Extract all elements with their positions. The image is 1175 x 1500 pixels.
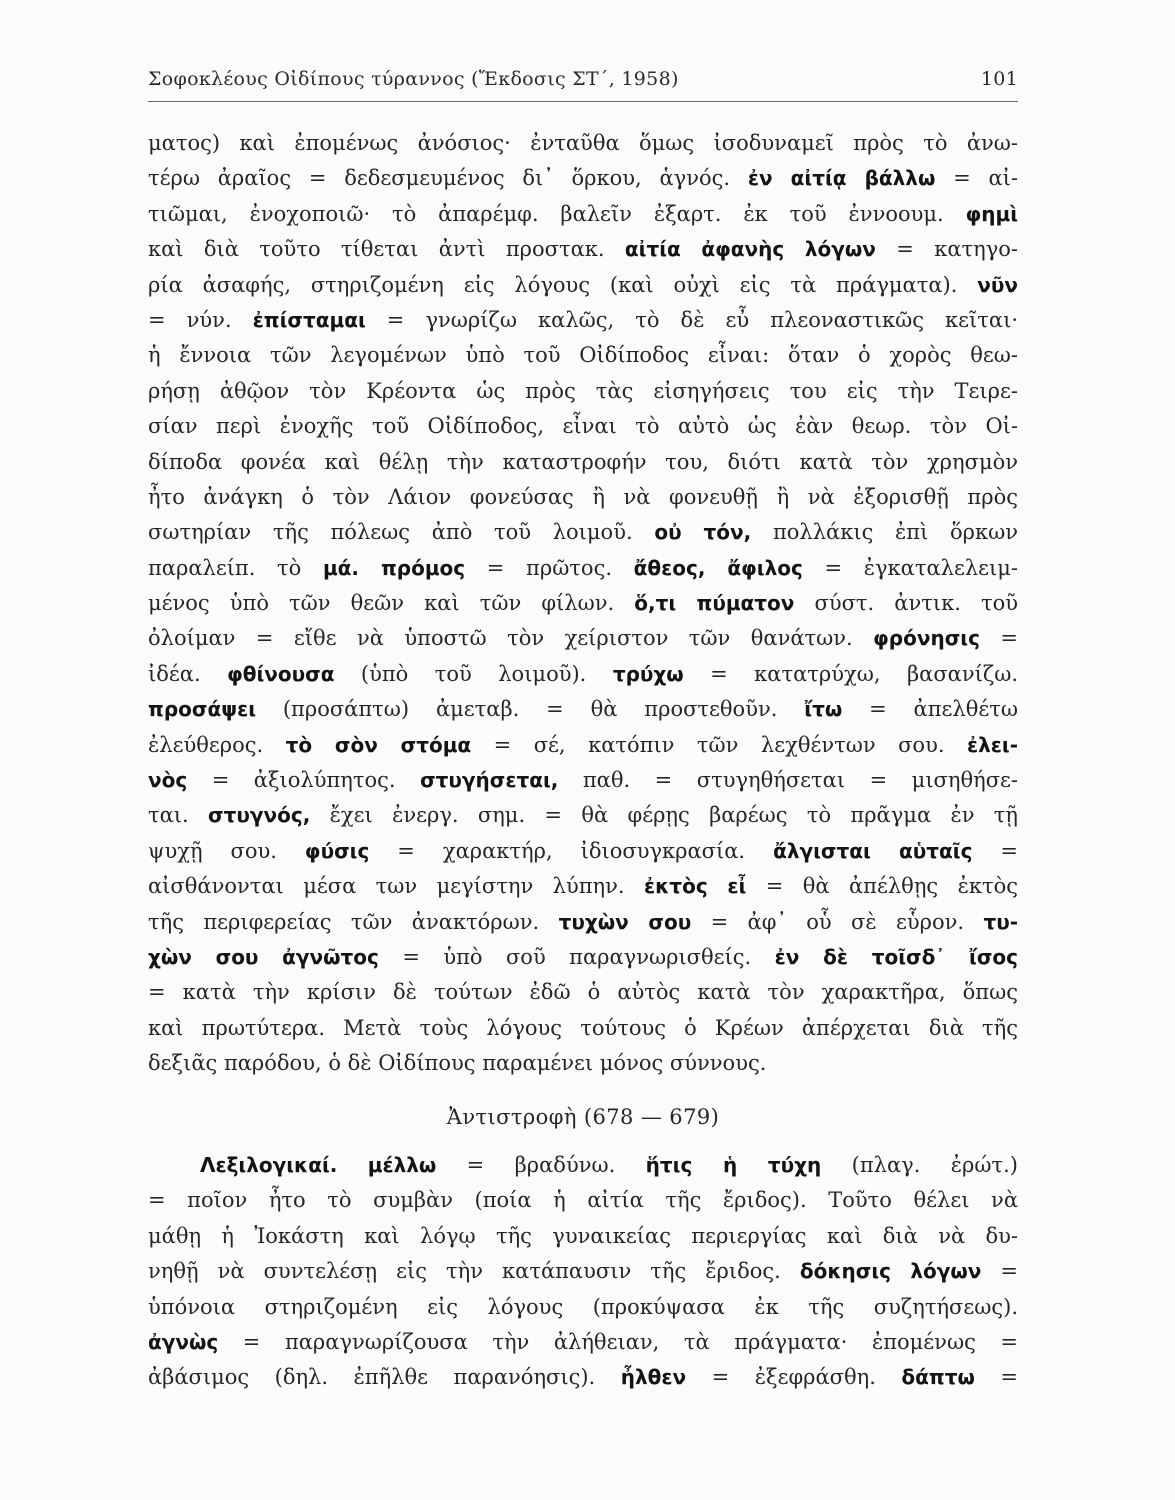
gloss-text: μάθῃ ἡ Ἰοκάστη καὶ λόγῳ τῆς γυναικείας περιεργίας καὶ διὰ νὰ δυ- <box>148 1223 1018 1248</box>
gloss-text: = ἀπελθέτω <box>842 697 1018 722</box>
gloss-text: = ἀφ᾿ οὗ σὲ εὗρον. <box>691 909 984 934</box>
running-title: Σοφοκλέους Οἰδίπους τύραννος (Ἔκδοσις ΣΤ΄, 1958) <box>148 68 679 90</box>
lemma: προσάψει <box>148 697 256 722</box>
text-line <box>148 268 1018 303</box>
text-line <box>148 480 1018 515</box>
lemma: αἰτία ἀφανὴς λόγων <box>624 237 876 262</box>
gloss-text: = κατὰ τὴν κρίσιν δὲ τούτων ἐδῶ ὁ αὐτὸς κατὰ τὸν χαρακτῆρα, ὅπως <box>148 980 1018 1005</box>
gloss-text: ἡ ἔννοια τῶν λεγομένων ὑπὸ τοῦ Οἰδίποδος εἶναι: ὅταν ὁ χορὸς θεω- <box>148 343 1018 368</box>
gloss-text: ἐλεύθερος. <box>148 732 286 757</box>
lemma: φρόνησις <box>873 626 980 651</box>
gloss-text: = σέ, κατόπιν τῶν λεχθέντων σου. <box>471 732 967 757</box>
text-line <box>148 692 1018 727</box>
gloss-text: δεξιᾶς παρόδου, ὁ δὲ Οἰδίπους παραμένει μόνος σύννους. <box>148 1051 767 1076</box>
text-line <box>148 975 1018 1010</box>
text-line <box>148 374 1018 409</box>
lexicon-paragraph <box>148 1148 1018 1396</box>
gloss-text: ὀλοίμαν = εἴθε νὰ ὑποστῶ τὸν χείριστον τῶν θανάτων. <box>148 626 874 651</box>
text-line <box>148 338 1018 373</box>
lemma: μά. πρόμος <box>322 555 466 580</box>
gloss-text: σωτηρίαν τῆς πόλεως ἀπὸ τοῦ λοιμοῦ. <box>148 520 655 545</box>
lemma: ἄλγισται αὑταῖς <box>773 838 973 863</box>
gloss-text: = πρῶτος. <box>465 555 634 580</box>
lemma: ἐλει- <box>967 732 1018 757</box>
text-line <box>148 232 1018 267</box>
text-line <box>148 1011 1018 1046</box>
gloss-text: = <box>979 626 1018 651</box>
lemma: οὐ τόν, <box>654 520 752 545</box>
text-line <box>148 1183 1018 1218</box>
lemma: φύσις <box>304 838 370 863</box>
text-line <box>148 1046 1018 1081</box>
text-line <box>148 409 1018 444</box>
text-line <box>148 1254 1018 1289</box>
header-rule <box>148 101 1018 102</box>
gloss-text: νηθῇ νὰ συντελέσῃ εἰς τὴν κατάπαυσιν τῆς ἔριδος. <box>148 1259 800 1284</box>
text-line <box>148 1148 1018 1183</box>
text-line <box>148 445 1018 480</box>
gloss-text: = παραγνωρίζουσα τὴν ἀλήθειαν, τὰ πράγματα· ἐπομένως = <box>218 1329 1018 1354</box>
gloss-text: καὶ διὰ τοῦτο τίθεται ἀντὶ προστακ. <box>148 237 625 262</box>
gloss-text: δίποδα φονέα καὶ θέλῃ τὴν καταστροφήν του, διότι κατὰ τὸν χρησμὸν <box>148 449 1018 474</box>
gloss-text: = θὰ ἀπέλθῃς ἐκτὸς <box>746 874 1018 899</box>
lemma: φθίνουσα <box>227 661 335 686</box>
gloss-text: = ἀξιολύπητος. <box>187 768 421 793</box>
gloss-text: = ἐγκαταλελειμ- <box>802 555 1018 580</box>
lemma: νῦν <box>977 272 1018 297</box>
lemma: ἐν δὲ τοῖσδ᾿ ἴσος <box>774 944 1018 969</box>
gloss-text: τιῶμαι, ἐνοχοποιῶ· τὸ ἀπαρέμφ. βαλεῖν ἐξαρτ. ἐκ τοῦ ἐννοουμ. <box>148 201 966 226</box>
lemma: μέλλω <box>367 1153 437 1177</box>
gloss-text: = βραδύνω. <box>436 1153 646 1177</box>
gloss-text: ἀβάσιμος (δηλ. ἐπῆλθε παρανόησις). <box>148 1365 621 1390</box>
lemma: χὼν σου ἀγνῶτος <box>148 944 379 969</box>
gloss-text: = <box>981 1259 1018 1284</box>
text-line <box>148 197 1018 232</box>
gloss-text: ἔχει ἐνεργ. σημ. = θὰ φέρῃς βαρέως τὸ πρᾶγμα ἐν τῇ <box>310 803 1018 828</box>
text-line <box>148 126 1018 161</box>
gloss-text: ὑπόνοια στηριζομένη εἰς λόγους (προκύψασα ἐκ τῆς συζητήσεως). <box>148 1294 1018 1319</box>
text-line <box>148 763 1018 798</box>
gloss-text: = χαρακτήρ, ἰδιοσυγκρασία. <box>369 838 774 863</box>
section-heading: Ἀντιστροφὴ (678 — 679) <box>446 1105 720 1129</box>
gloss-text: ἦτο ἀνάγκη ὁ τὸν Λάιον φονεύσας ἢ νὰ φονευθῇ ἢ νὰ ἐξορισθῇ πρὸς <box>148 484 1018 509</box>
text-line <box>148 940 1018 975</box>
gloss-text: αἰσθάνονται μέσα των μεγίστην λύπην. <box>148 874 644 899</box>
page-number: 101 <box>980 68 1018 90</box>
text-line <box>148 586 1018 621</box>
lemma: τρύχω <box>612 661 684 686</box>
lemma: ἀγνὼς <box>148 1329 219 1354</box>
lemma: τυ- <box>983 909 1018 934</box>
gloss-text: = γνωρίζω καλῶς, τὸ δὲ εὖ πλεοναστικῶς κεῖται· <box>365 307 1018 332</box>
gloss-text: = νύν. <box>148 307 253 332</box>
lemma: τυχὼν σου <box>558 909 692 934</box>
lemma: ἦλθεν <box>620 1365 687 1390</box>
text-line <box>148 515 1018 550</box>
lemma: ἐπίσταμαι <box>252 307 366 332</box>
text-line <box>148 905 1018 940</box>
text-line <box>148 1219 1018 1254</box>
gloss-text: ρήσῃ ἀθῷον τὸν Κρέοντα ὡς πρὸς τὰς εἰσηγήσεις του εἰς τὴν Τειρε- <box>148 378 1018 403</box>
lemma: νὸς <box>148 768 188 793</box>
text-line <box>148 303 1018 338</box>
gloss-text: ἰδέα. <box>148 661 228 686</box>
gloss-text: = κατηγο- <box>875 237 1018 262</box>
text-line <box>148 161 1018 196</box>
lemma: τὸ σὸν στόμα <box>285 732 472 757</box>
lemma: ἐκτὸς εἶ <box>643 874 747 899</box>
gloss-text: πολλάκις ἐπὶ ὅρκων <box>751 520 1018 545</box>
text-line <box>148 1325 1018 1360</box>
gloss-text: = <box>972 838 1018 863</box>
gloss-text: (προσάπτω) ἀμεταβ. = θὰ προστεθοῦν. <box>256 697 805 722</box>
running-header <box>148 62 1018 102</box>
text-line <box>148 1290 1018 1325</box>
lemma: στυγνός, <box>208 803 311 828</box>
gloss-text: = κατατρύχω, βασανίζω. <box>683 661 1018 686</box>
lemma: στυγήσεται, <box>420 768 559 793</box>
lemma: ὅ,τι πύματον <box>634 591 795 616</box>
lemma: ἄθεος, ἄφιλος <box>633 555 803 580</box>
commentary-paragraph <box>148 126 1018 1082</box>
gloss-text: μένος ὑπὸ τῶν θεῶν καὶ τῶν φίλων. <box>148 591 635 616</box>
lexicon-label: Λεξιλογικαί. <box>200 1153 338 1177</box>
gloss-text: = <box>974 1365 1018 1390</box>
text-line <box>148 621 1018 656</box>
gloss-text: σύστ. ἀντικ. τοῦ <box>794 591 1018 616</box>
gloss-text: ματος) καὶ ἐπομένως ἀνόσιος· ἐνταῦθα ὅμως ἰσοδυναμεῖ πρὸς τὸ ἀνω- <box>148 131 1018 155</box>
text-line <box>148 728 1018 763</box>
lemma: ἥτις ἡ τύχη <box>645 1153 822 1177</box>
gloss-text: ρία ἀσαφής, στηριζομένη εἰς λόγους (καὶ οὐχὶ εἰς τὰ πράγματα). <box>148 272 978 297</box>
text-line <box>148 834 1018 869</box>
gloss-text: = ποῖον ἦτο τὸ συμβὰν (ποία ἡ αἰτία τῆς ἔριδος). Τοῦτο θέλει νὰ <box>148 1188 1018 1213</box>
gloss-text: = ὑπὸ σοῦ παραγνωρισθείς. <box>378 944 775 969</box>
gloss-text: ψυχῇ σου. <box>148 838 305 863</box>
gloss-text: παθ. = στυγηθήσεται = μισηθήσε- <box>558 768 1018 793</box>
gloss-text: καὶ πρωτύτερα. Μετὰ τοὺς λόγους τούτους ὁ Κρέων ἀπέρχεται διὰ τῆς <box>148 1015 1018 1040</box>
gloss-text: σίαν περὶ ἐνοχῆς τοῦ Οἰδίποδος, εἶναι τὸ αὐτὸ ὡς ἐὰν θεωρ. τὸν Οἰ- <box>148 414 1018 439</box>
text-line <box>148 1360 1018 1395</box>
gloss-text: τέρω ἀραῖος = δεδεσμευμένος δι᾿ ὅρκου, ἁγνός. <box>148 166 748 191</box>
lemma: φημὶ <box>965 201 1018 226</box>
text-line <box>148 551 1018 586</box>
gloss-text: (πλαγ. ἐρώτ.) <box>821 1153 1018 1177</box>
text-line <box>148 657 1018 692</box>
gloss-text: (ὑπὸ τοῦ λοιμοῦ). <box>334 661 613 686</box>
gloss-text: = αἰ- <box>935 166 1018 191</box>
gloss-text: ται. <box>148 803 209 828</box>
gloss-text: = ἐξεφράσθη. <box>686 1365 902 1390</box>
lemma: δόκησις λόγων <box>799 1259 982 1284</box>
lemma: ἴτω <box>804 697 843 722</box>
lemma: ἐν αἰτίᾳ βάλλω <box>747 166 936 191</box>
text-line <box>148 798 1018 833</box>
gloss-text: τῆς περιφερείας τῶν ἀνακτόρων. <box>148 909 559 934</box>
text-line <box>148 869 1018 904</box>
gloss-text: παραλείπ. τὸ <box>148 555 323 580</box>
lemma: δάπτω <box>901 1365 975 1390</box>
